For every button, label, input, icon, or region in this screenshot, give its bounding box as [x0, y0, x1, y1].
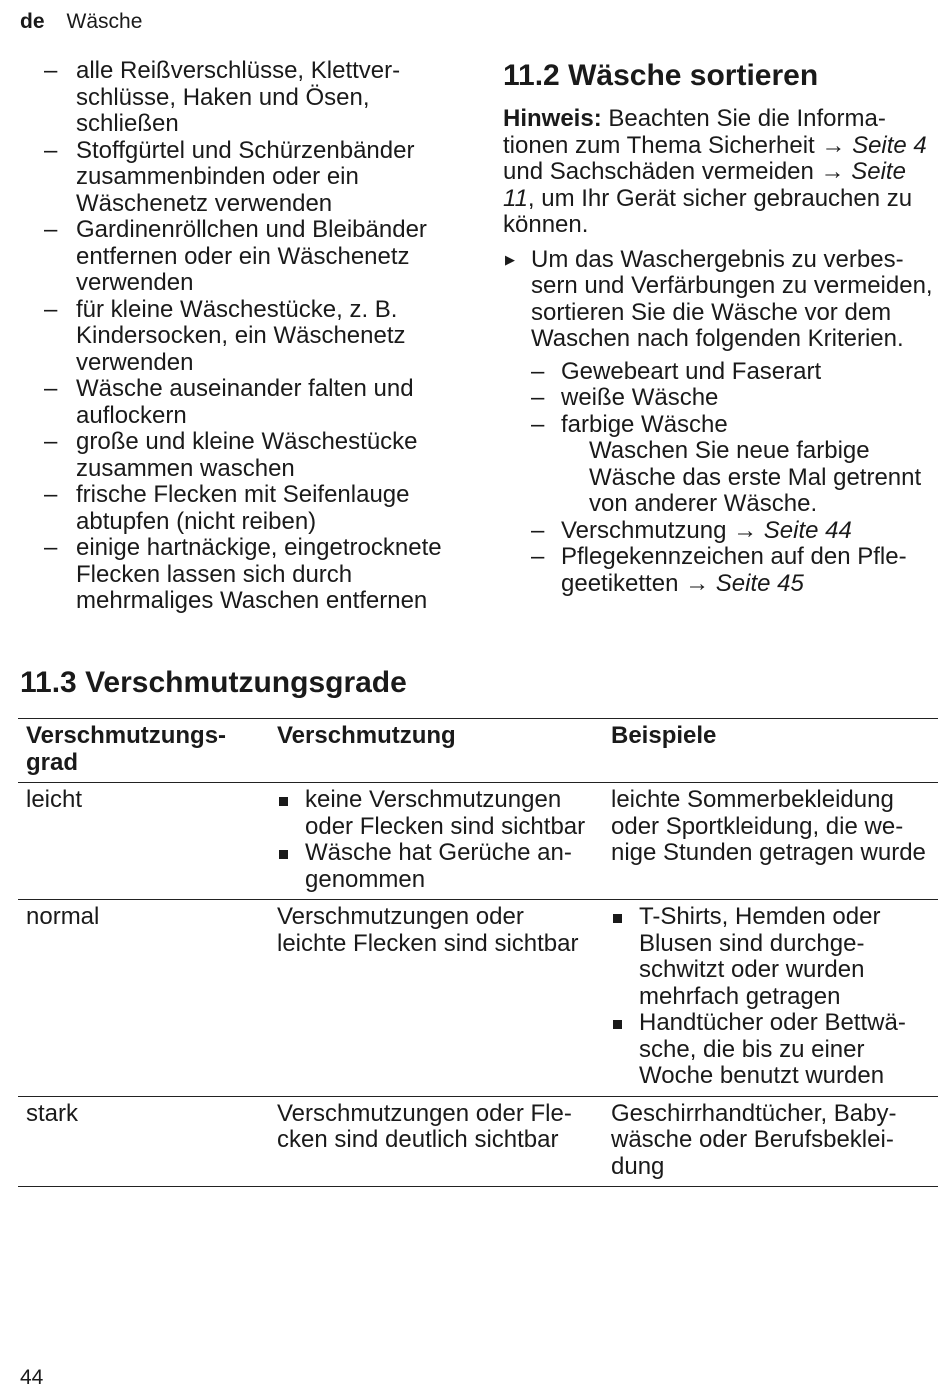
list-item: – Gewebeart und Faserart: [531, 359, 938, 386]
safety-hint: Hinweis: Beachten Sie die Informationen zum Thema Sicherheit → Seite 4 und Sachschäden vermeiden → Seite 11, um Ihr Gerät sicher gebrauchen zu können.: [503, 105, 927, 238]
step-marker-icon: ▶: [505, 251, 515, 267]
arrow-icon: →: [820, 158, 845, 185]
section-title-sorting: 11.2 Wäsche sortieren: [503, 59, 819, 92]
list-item: – frische Flecken mit Seifenlauge abtupfen (nicht reiben): [44, 482, 459, 535]
arrow-icon: →: [821, 131, 846, 159]
list-item: keine Verschmutzungen oder Flecken sind sichtbar: [277, 787, 595, 840]
page-reference-link[interactable]: Seite 45: [715, 569, 804, 597]
language-code: de: [20, 10, 45, 33]
grade-cell: leicht: [26, 786, 83, 813]
arrow-icon: →: [733, 516, 758, 544]
soiling-cell: Verschmutzungen oder Flecken sind deutlich sichtbar: [277, 1099, 572, 1153]
page-header: [20, 10, 142, 34]
page-number: 44: [20, 1366, 44, 1389]
grade-cell: stark: [26, 1099, 79, 1127]
soiling-grades-table: [18, 718, 938, 1187]
sorting-section: [503, 58, 938, 597]
column-header: Verschmutzungsgrad: [26, 722, 227, 776]
page-reference-link[interactable]: Seite 11: [503, 158, 906, 212]
list-item: T-Shirts, Hemden oder Blusen sind durchgeschwitzt oder wurden mehrfach getragen: [611, 904, 930, 1010]
table-row: [18, 900, 938, 1097]
soiling-cell: [269, 783, 603, 900]
section-title-soiling-grades: 11.3 Verschmutzungsgrade: [20, 666, 407, 699]
washing-tips-column: [44, 58, 459, 615]
list-item: Wäsche hat Gerüche angenommen: [277, 840, 595, 893]
examples-cell: [603, 900, 938, 1097]
list-item: – weiße Wäsche: [531, 385, 938, 412]
list-item: – für kleine Wäschestücke, z. B. Kindersocken, ein Wäschenetz verwenden: [44, 297, 459, 377]
sorting-criteria-list: [531, 359, 938, 598]
hint-label: Hinweis:: [503, 105, 602, 132]
list-item: – einige hartnäckige, eingetrocknete Flecken lassen sich durch mehrmaliges Waschen entfernen: [44, 535, 459, 615]
list-item: Handtücher oder Bettwäsche, die bis zu einer Woche benutzt wurden: [611, 1010, 930, 1090]
examples-cell: Geschirrhandtücher, Babywäsche oder Berufsbekleidung: [611, 1099, 897, 1180]
grade-cell: normal: [26, 903, 100, 930]
list-item: – Stoffgürtel und Schürzenbänder zusammenbinden oder ein Wäschenetz verwenden: [44, 138, 459, 218]
list-item: – Verschmutzung → Seite 44: [531, 518, 938, 545]
arrow-icon: →: [685, 569, 710, 597]
list-item: – Pflegekennzeichen auf den Pflegeetiketten → Seite 45: [531, 544, 938, 597]
page-reference-link[interactable]: Seite 44: [763, 516, 852, 544]
criteria-note: Waschen Sie neue farbige Wäsche das erste Mal getrennt von anderer Wäsche.: [589, 437, 922, 517]
washing-tips-list: [44, 58, 459, 615]
header-section: Wäsche: [66, 10, 143, 33]
instruction-step: ▶ Um das Waschergebnis zu verbessern und Verfärbungen zu vermeiden, sortieren Sie die Wäsche vor dem Waschen nach folgenden Kriterien.: [505, 245, 933, 352]
list-item: – farbige Wäsche Waschen Sie neue farbige Wäsche das erste Mal getrennt von anderer Wäsche.: [531, 412, 938, 518]
table-row: [18, 783, 938, 900]
list-item: – Wäsche auseinander falten und auflockern: [44, 376, 459, 429]
soiling-cell: Verschmutzungen oder leichte Flecken sind sichtbar: [277, 903, 579, 957]
column-header: Beispiele: [611, 722, 717, 749]
list-item: – alle Reißverschlüsse, Klettverschlüsse, Haken und Ösen, schließen: [44, 58, 459, 138]
page-reference-link[interactable]: Seite 4: [852, 131, 927, 159]
list-item: – große und kleine Wäschestücke zusammen waschen: [44, 429, 459, 482]
table-row: [18, 1096, 938, 1187]
column-header: Verschmutzung: [277, 722, 456, 749]
examples-cell: leichte Sommerbekleidung oder Sportkleidung, die wenige Stunden getragen wurde: [611, 786, 926, 866]
table-header-row: [18, 719, 938, 783]
list-item: – Gardinenröllchen und Bleibänder entfernen oder ein Wäschenetz verwenden: [44, 217, 459, 297]
